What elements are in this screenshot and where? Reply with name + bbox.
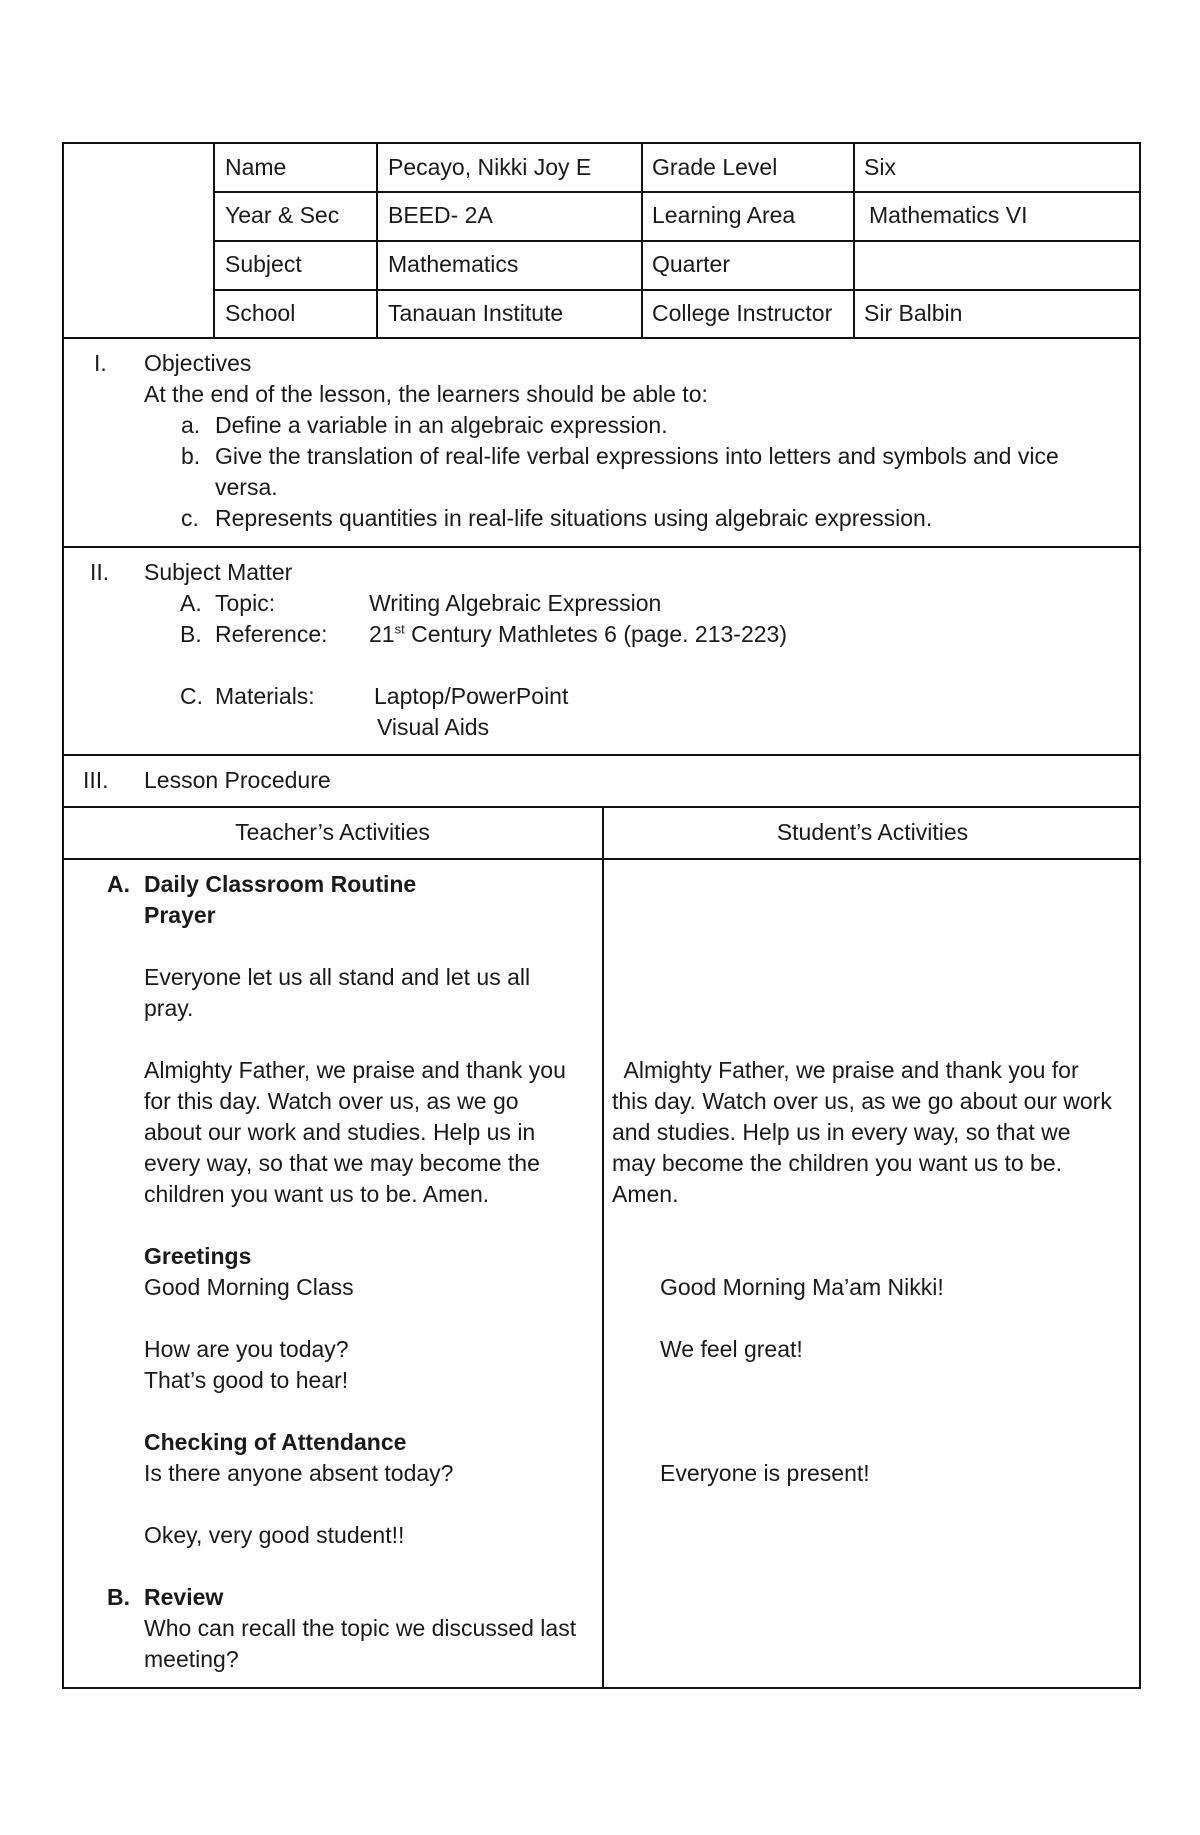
- student-prayer-line: may become the children you want us to be.: [612, 1150, 1063, 1176]
- greetings-title: Greetings: [144, 1243, 252, 1269]
- subject-matter-title: Subject Matter: [144, 559, 293, 585]
- name-value: Pecayo, Nikki Joy E: [388, 154, 592, 180]
- learning-area-value: Mathematics VI: [869, 202, 1028, 228]
- teacher-prayer-line: children you want us to be. Amen.: [144, 1181, 490, 1207]
- reference-label: Reference:: [215, 621, 328, 647]
- teacher-prayer-line: every way, so that we may become the: [144, 1150, 540, 1176]
- header-row-divider: [213, 191, 1141, 193]
- teacher-prayer-line: for this day. Watch over us, as we go: [144, 1088, 519, 1114]
- grade-level-label: Grade Level: [652, 154, 778, 180]
- student-prayer-line: Amen.: [612, 1181, 679, 1207]
- attendance-question: Is there anyone absent today?: [144, 1460, 454, 1486]
- section-divider: [62, 754, 1141, 756]
- grade-level-value: Six: [864, 154, 896, 180]
- header-row-divider: [213, 289, 1141, 291]
- teacher-how-are-you: How are you today?: [144, 1336, 349, 1362]
- student-prayer-line: this day. Watch over us, as we go about our work: [612, 1088, 1112, 1114]
- materials-item: Laptop/PowerPoint: [374, 683, 569, 709]
- objective-marker: c.: [181, 505, 199, 531]
- teacher-okey: Okey, very good student!!: [144, 1522, 405, 1548]
- topic-marker: A.: [180, 590, 202, 616]
- prayer-intro-line: pray.: [144, 995, 194, 1021]
- routine-marker: A.: [107, 871, 130, 897]
- teacher-prayer-line: about our work and studies. Help us in: [144, 1119, 536, 1145]
- section-divider: [62, 546, 1141, 548]
- reference-ordinal: st: [394, 621, 405, 637]
- objectives-intro: At the end of the lesson, the learners should be able to:: [144, 381, 708, 407]
- topic-label: Topic:: [215, 590, 276, 616]
- student-feel-reply: We feel great!: [660, 1336, 803, 1362]
- prayer-title: Prayer: [144, 902, 216, 928]
- college-instructor-label: College Instructor: [652, 300, 833, 326]
- objective-item: Represents quantities in real-life situations using algebraic expression.: [215, 505, 933, 531]
- column-divider: [602, 806, 604, 1689]
- teacher-good-to-hear: That’s good to hear!: [144, 1367, 349, 1393]
- objective-item: Give the translation of real-life verbal expressions into letters and symbols and vice: [215, 443, 1059, 469]
- student-attendance-reply: Everyone is present!: [660, 1460, 870, 1486]
- subject-label: Subject: [225, 251, 302, 277]
- subject-matter-numeral: II.: [90, 559, 110, 585]
- review-title: Review: [144, 1584, 224, 1610]
- quarter-label: Quarter: [652, 251, 730, 277]
- header-row-divider: [213, 240, 1141, 242]
- learning-area-label: Learning Area: [652, 202, 796, 228]
- student-prayer-line: and studies. Help us in every way, so that we: [612, 1119, 1071, 1145]
- review-question-line: meeting?: [144, 1646, 239, 1672]
- objective-marker: a.: [181, 412, 201, 438]
- student-greeting-reply: Good Morning Ma’am Nikki!: [660, 1274, 944, 1300]
- reference-number: 21: [369, 621, 395, 647]
- student-prayer-line: Almighty Father, we praise and thank you for: [612, 1057, 1079, 1083]
- materials-item: Visual Aids: [377, 714, 490, 740]
- reference-marker: B.: [180, 621, 202, 647]
- school-label: School: [225, 300, 296, 326]
- prayer-intro-line: Everyone let us all stand and let us all: [144, 964, 531, 990]
- subject-value: Mathematics: [388, 251, 519, 277]
- teacher-activities-header: Teacher’s Activities: [235, 819, 430, 845]
- objective-marker: b.: [181, 443, 201, 469]
- review-marker: B.: [107, 1584, 130, 1610]
- year-sec-value: BEED- 2A: [388, 202, 493, 228]
- school-value: Tanauan Institute: [388, 300, 564, 326]
- materials-marker: C.: [180, 683, 203, 709]
- teacher-prayer-line: Almighty Father, we praise and thank you: [144, 1057, 566, 1083]
- name-label: Name: [225, 154, 287, 180]
- college-instructor-value: Sir Balbin: [864, 300, 963, 326]
- procedure-title: Lesson Procedure: [144, 767, 331, 793]
- objectives-numeral: I.: [94, 350, 107, 376]
- topic-value: Writing Algebraic Expression: [369, 590, 662, 616]
- reference-value: [369, 619, 787, 650]
- objectives-title: Objectives: [144, 350, 252, 376]
- reference-title: Century Mathletes 6 (page. 213-223): [404, 621, 787, 647]
- materials-label: Materials:: [215, 683, 315, 709]
- section-divider: [62, 337, 1141, 339]
- student-activities-header: Student’s Activities: [776, 819, 969, 845]
- objective-item: Define a variable in an algebraic expression.: [215, 412, 668, 438]
- objective-item-continued: versa.: [215, 474, 278, 500]
- attendance-title: Checking of Attendance: [144, 1429, 407, 1455]
- routine-title: Daily Classroom Routine: [144, 871, 417, 897]
- teacher-greeting: Good Morning Class: [144, 1274, 354, 1300]
- year-sec-label: Year & Sec: [225, 202, 340, 228]
- review-question-line: Who can recall the topic we discussed last: [144, 1615, 577, 1641]
- procedure-numeral: III.: [83, 767, 109, 793]
